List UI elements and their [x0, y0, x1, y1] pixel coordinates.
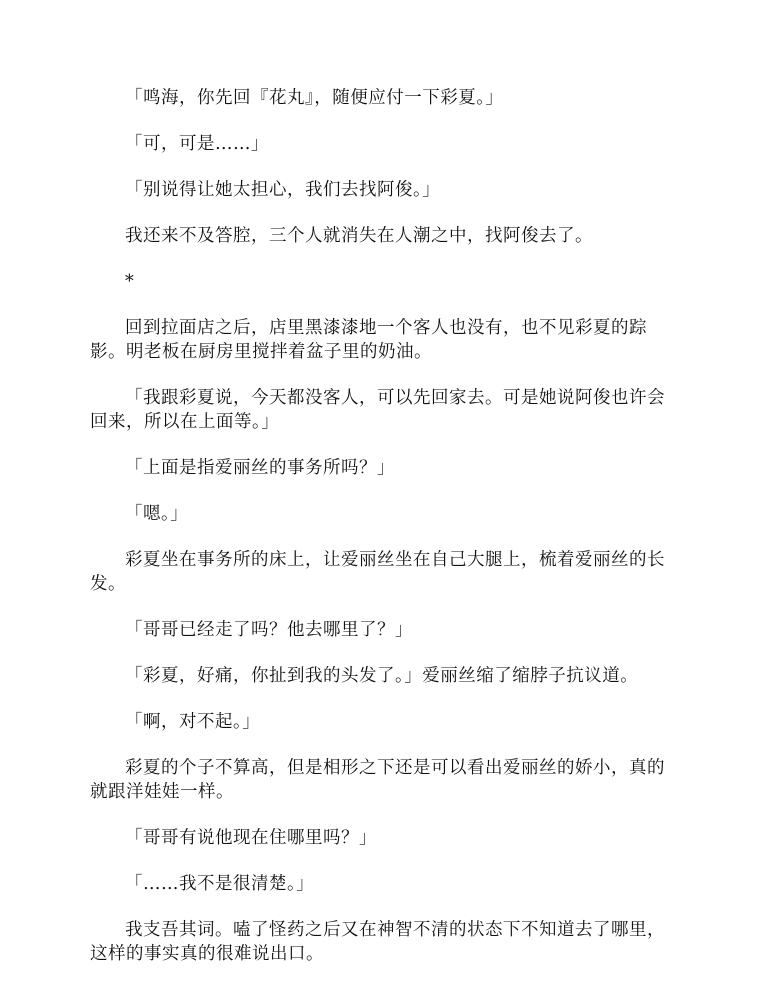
paragraph: 「哥哥有说他现在住哪里吗？」: [125, 828, 377, 848]
paragraph: 「彩夏，好痛，你扯到我的头发了。」爱丽丝缩了缩脖子抗议道。: [125, 666, 639, 686]
paragraph: 回到拉面店之后，店里黑漆漆地一个客人也没有，也不见彩夏的踪影。明老板在厨房里搅拌着盆子里的奶油。: [90, 318, 647, 362]
paragraph: 「哥哥已经走了吗？他去哪里了？」: [125, 620, 413, 640]
paragraph: 我还来不及答腔，三个人就消失在人潮之中，找阿俊去了。: [125, 226, 593, 246]
document-body: [90, 86, 680, 988]
paragraph: 彩夏坐在事务所的床上，让爱丽丝坐在自己大腿上，梳着爱丽丝的长发。: [90, 550, 665, 594]
paragraph: 「嗯。」: [125, 504, 189, 524]
paragraph: 「我跟彩夏说，今天都没客人，可以先回家去。可是她说阿俊也许会回来，所以在上面等。」: [90, 388, 665, 432]
paragraph: 「上面是指爱丽丝的事务所吗？」: [125, 458, 395, 478]
paragraph: 我支吾其词。嗑了怪药之后又在神智不清的状态下不知道去了哪里，这样的事实真的很难说出口。: [90, 920, 665, 964]
paragraph: 「别说得让她太担心，我们去找阿俊。」: [125, 180, 441, 200]
paragraph: 「啊，对不起。」: [125, 712, 261, 732]
scene-break: *: [125, 272, 135, 292]
paragraph: 彩夏的个子不算高，但是相形之下还是可以看出爱丽丝的娇小，真的就跟洋娃娃一样。: [90, 758, 665, 802]
paragraph: 「可，可是……」: [125, 134, 269, 154]
paragraph: 「鸣海，你先回『花丸』，随便应付一下彩夏。」: [125, 88, 504, 108]
paragraph: 「……我不是很清楚。」: [125, 874, 315, 894]
